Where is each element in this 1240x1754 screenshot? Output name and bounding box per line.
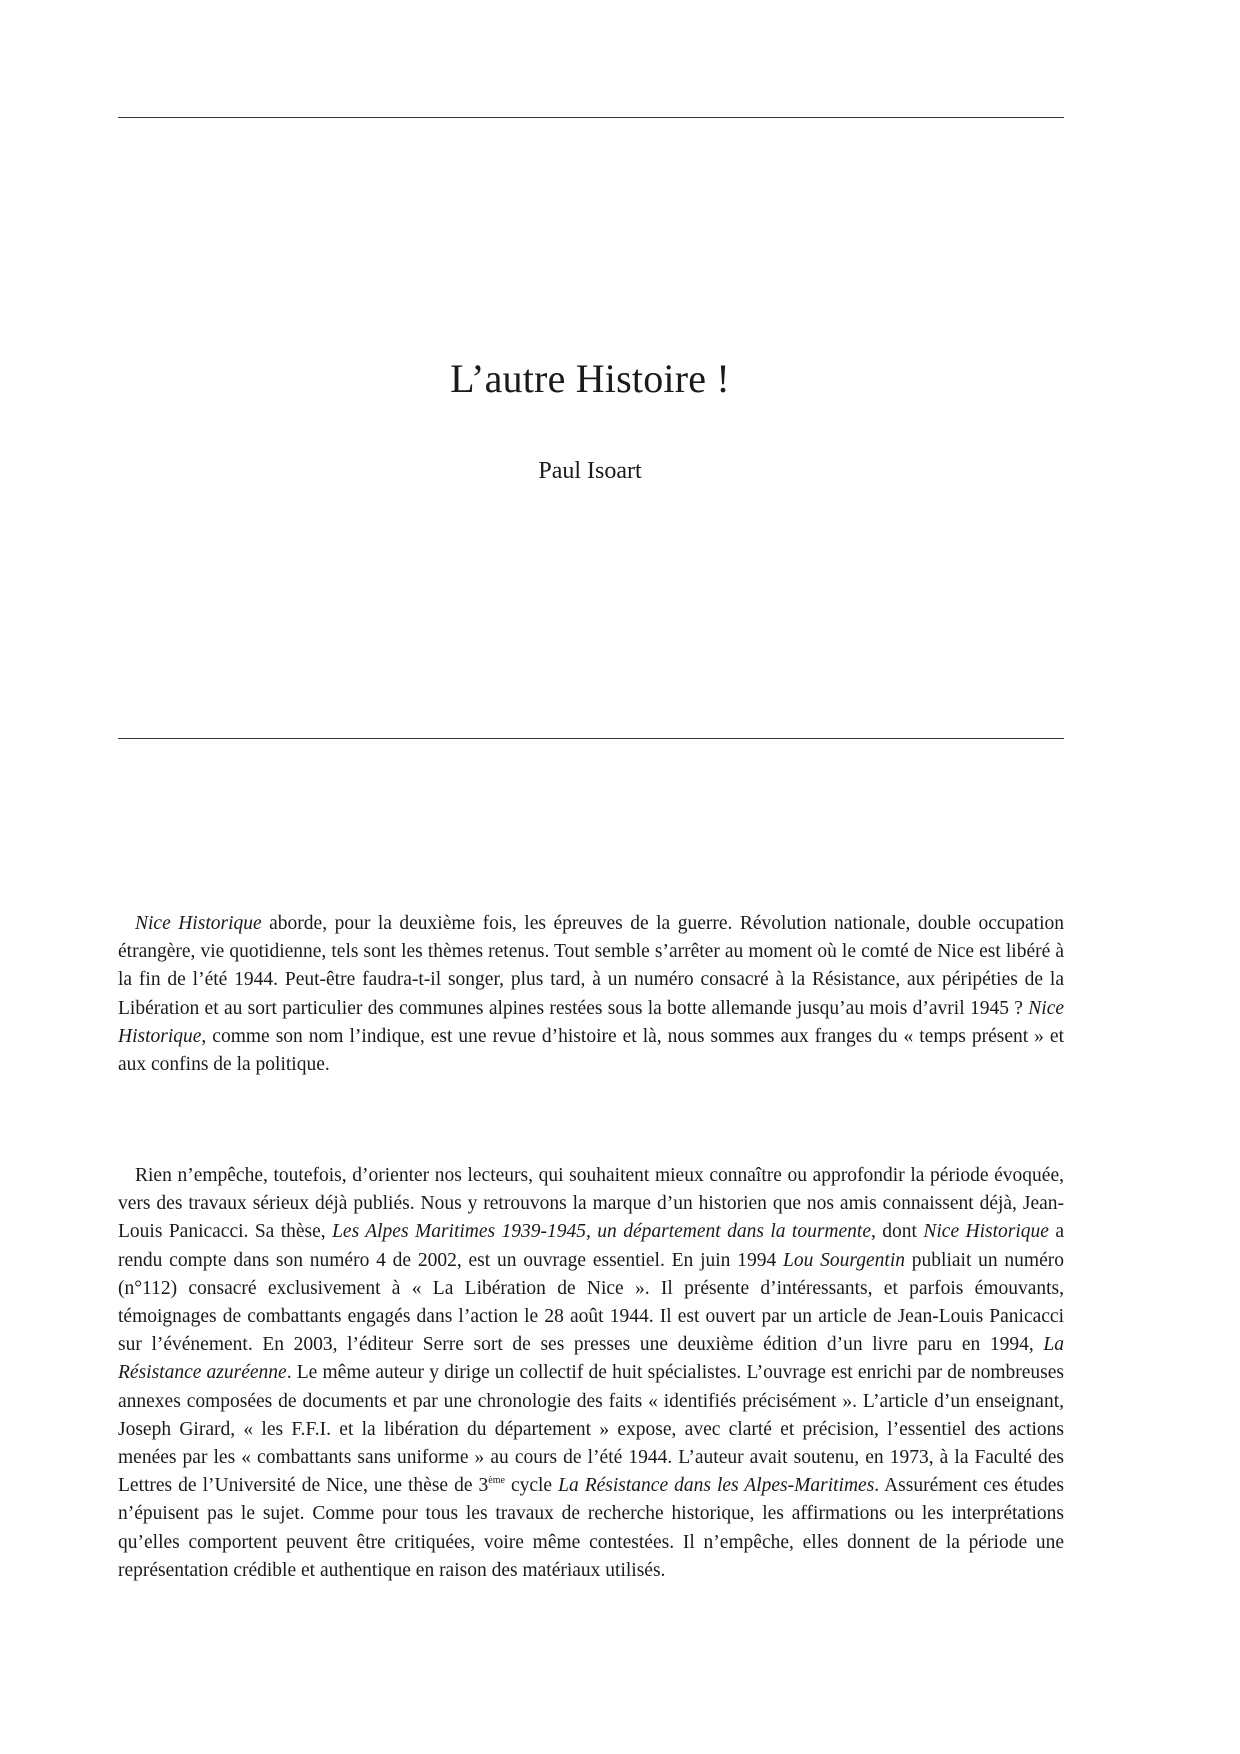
text-run: publiait un numéro (n°112) consacré exclusivement à « La Libération de Nice ». Il présente d’intéressants, et parfois émouvants, témoignages de combattants engagés dans l’action le 28 août 1944. Il est ouvert par un article de Jean-Louis Panicacci sur l’événement. En 2003, l’éditeur Serre sort de ses presses une deuxième édition d’un livre paru en 1994, [118,1249,1064,1356]
text-run: . Assurément ces études n’épuisent pas le sujet. Comme pour tous les travaux de recherche historique, les affirmations ou les interprétations qu’elles comportent peuvent être critiquées, voire même contestées. Il n’empêche, elles donnent de la période une représentation crédible et authentique en raison des matériaux utilisés. [118,1475,1064,1581]
text-run: cycle [504,1475,559,1497]
text-run: Rien n’empêche, toutefois, d’orienter nos lecteurs, qui souhaitent mieux connaître ou approfondir la période évoquée, vers des travaux sérieux déjà publiés. Nous y retrouvons la marque d’un historien que nos amis connaissent déjà, Jean-Louis Panicacci. Sa thèse, [118,1165,1064,1243]
italic-title: La Résistance azuréenne [118,1334,1064,1384]
top-divider [118,117,1064,118]
italic-title: La Résistance dans les Alpes-Maritimes [558,1475,875,1497]
text-run: , dont [871,1221,924,1243]
italic-title: Nice Historique [135,913,262,934]
italic-title: Nice Historique [923,1221,1049,1243]
italic-title: Les Alpes Maritimes 1939-1945, un département dans la tourmente [332,1221,871,1243]
italic-title: Lou Sourgentin [783,1249,905,1271]
paragraph-references [118,1162,1064,1585]
text-run: . Le même auteur y dirige un collectif de huit spécialistes. L’ouvrage est enrichi par de nombreuses annexes composées de documents et par une chronologie des faits « identifiés précisément ». L’article d’un enseignant, Joseph Girard, « les F.F.I. et la libération du département » expose, avec clarté et précision, l’essentiel des actions menées par les « combattants sans uniforme » au cours de l’été 1944. L’auteur avait soutenu, en 1973, à la Faculté des Lettres de l’Université de Nice, une thèse de 3 [118,1362,1064,1497]
article-author: Paul Isoart [538,458,642,484]
superscript: ème [488,1475,505,1487]
article-title: L’autre Histoire ! [450,356,730,401]
paragraph-intro [118,910,1064,1079]
text-run: a rendu compte dans son numéro 4 de 2002, est un ouvrage essentiel. En juin 1994 [118,1221,1065,1271]
text-run: aborde, pour la deuxième fois, les épreuves de la guerre. Révolution nationale, double occupation étrangère, vie quotidienne, tels sont les thèmes retenus. Tout semble s’arrêter au moment où le comté de Nice est libéré à la fin de l’été 1944. Peut-être faudra-t-il songer, plus tard, à un numéro consacré à la Résistance, aux péripéties de la Libération et au sort particulier des communes alpines restées sous la botte allemande jusqu’au mois d’avril 1945 ? [118,913,1064,1019]
text-run: , comme son nom l’indique, est une revue d’histoire et là, nous sommes aux franges du « temps présent » et aux confins de la politique. [118,1025,1064,1076]
bottom-divider [118,738,1064,739]
italic-title: Nice Historique [118,997,1064,1047]
